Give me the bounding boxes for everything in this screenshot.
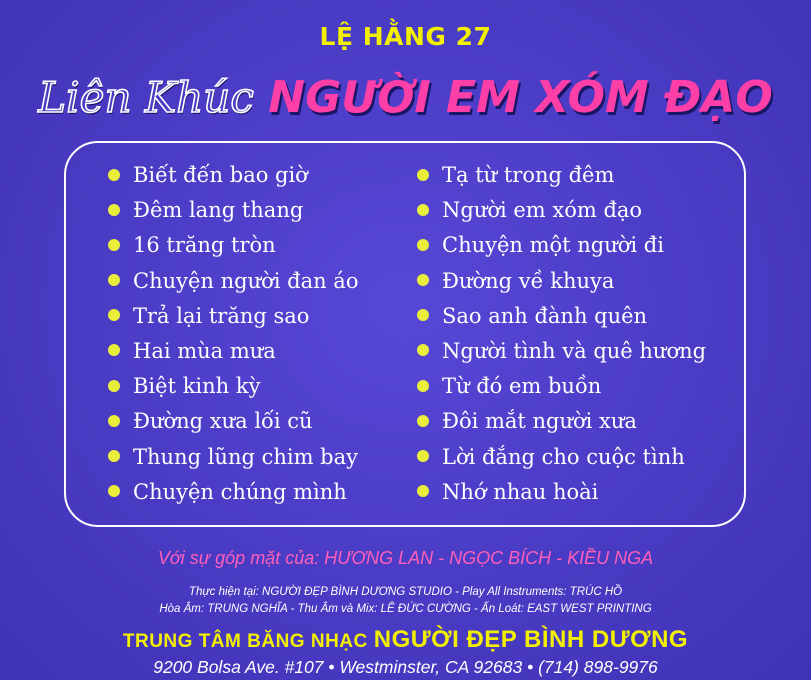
bullet-icon	[417, 344, 429, 356]
song-title: Chuyện chúng mình	[133, 479, 347, 504]
song-list-right	[417, 158, 706, 510]
bullet-icon	[417, 274, 429, 286]
song-title: Biệt kinh kỳ	[133, 374, 261, 399]
publisher-address: 9200 Bolsa Ave. #107 • Westminster, CA 92683 • (714) 898-9976	[153, 657, 658, 677]
song-item	[417, 158, 706, 193]
publisher-prefix: TRUNG TÂM BĂNG NHẠC	[122, 631, 368, 652]
song-title: Đêm lang thang	[133, 198, 304, 223]
song-item	[417, 228, 706, 263]
publisher-brand: NGƯỜI ĐẸP BÌNH DƯƠNG	[373, 626, 689, 653]
bullet-icon	[417, 415, 429, 427]
bullet-icon	[417, 169, 429, 181]
bullet-icon	[108, 415, 120, 427]
song-title: Biết đến bao giờ	[133, 163, 308, 187]
song-title: Đường về khuya	[442, 268, 615, 293]
bullet-icon	[108, 450, 120, 462]
song-item	[417, 369, 706, 404]
song-title: Người em xóm đạo	[442, 198, 643, 223]
song-item	[417, 299, 706, 334]
song-item	[417, 193, 706, 228]
song-title: Người tình và quê hương	[442, 338, 707, 363]
song-title: Trả lại trăng sao	[133, 303, 310, 328]
song-title: Thung lũng chim bay	[133, 444, 359, 469]
bullet-icon	[108, 274, 120, 286]
production-credits: Thực hiện tại: NGƯỜI ĐẸP BÌNH DƯƠNG STUDIO - Play All Instruments: TRÚC HỒ	[188, 586, 623, 598]
publisher-name	[0, 626, 811, 654]
song-item	[108, 193, 358, 228]
song-item	[108, 228, 358, 263]
song-item	[417, 334, 706, 369]
song-item	[108, 475, 358, 510]
song-item	[417, 264, 706, 299]
song-title: Đường xưa lối cũ	[133, 409, 313, 434]
bullet-icon	[108, 169, 120, 181]
bullet-icon	[108, 239, 120, 251]
mixing-credits: Hòa Âm: TRUNG NGHĨA - Thu Âm và Mix: LÊ ĐỨC CƯỜNG - Ấn Loát: EAST WEST PRINTING	[159, 603, 652, 615]
song-title: Nhớ nhau hoài	[442, 479, 599, 504]
song-title: Chuyện người đan áo	[133, 268, 359, 293]
album-title: LỆ HẰNG 27	[319, 22, 492, 51]
song-item	[108, 440, 358, 475]
bullet-icon	[108, 204, 120, 216]
bullet-icon	[417, 380, 429, 392]
bullet-icon	[417, 309, 429, 321]
song-item	[417, 404, 706, 439]
bullet-icon	[108, 485, 120, 497]
bullet-icon	[417, 204, 429, 216]
song-title: Từ đó em buồn	[442, 374, 602, 399]
song-item	[108, 264, 358, 299]
guest-singers: Với sự góp mặt của: HƯƠNG LAN - NGỌC BÍCH - KIỀU NGA	[157, 548, 654, 568]
bullet-icon	[417, 239, 429, 251]
bullet-icon	[108, 309, 120, 321]
song-title: Sao anh đành quên	[442, 303, 648, 328]
song-title: 16 trăng tròn	[133, 233, 276, 258]
bullet-icon	[108, 344, 120, 356]
song-item	[108, 158, 358, 193]
medley-title-main: NGƯỜI EM XÓM ĐẠO	[268, 72, 773, 123]
bullet-icon	[108, 380, 120, 392]
bullet-icon	[417, 450, 429, 462]
song-title: Hai mùa mưa	[133, 338, 276, 363]
medley-title-script: Liên Khúc	[38, 73, 254, 122]
song-item	[108, 404, 358, 439]
song-title: Lời đắng cho cuộc tình	[442, 444, 685, 469]
bullet-icon	[417, 485, 429, 497]
song-title: Đôi mắt người xưa	[442, 409, 637, 434]
song-item	[108, 369, 358, 404]
song-title: Tạ từ trong đêm	[442, 163, 615, 187]
song-item	[108, 334, 358, 369]
song-title: Chuyện một người đi	[442, 233, 664, 258]
song-list-left	[108, 158, 358, 510]
song-item	[417, 475, 706, 510]
song-item	[108, 299, 358, 334]
medley-title	[0, 72, 811, 123]
song-item	[417, 440, 706, 475]
